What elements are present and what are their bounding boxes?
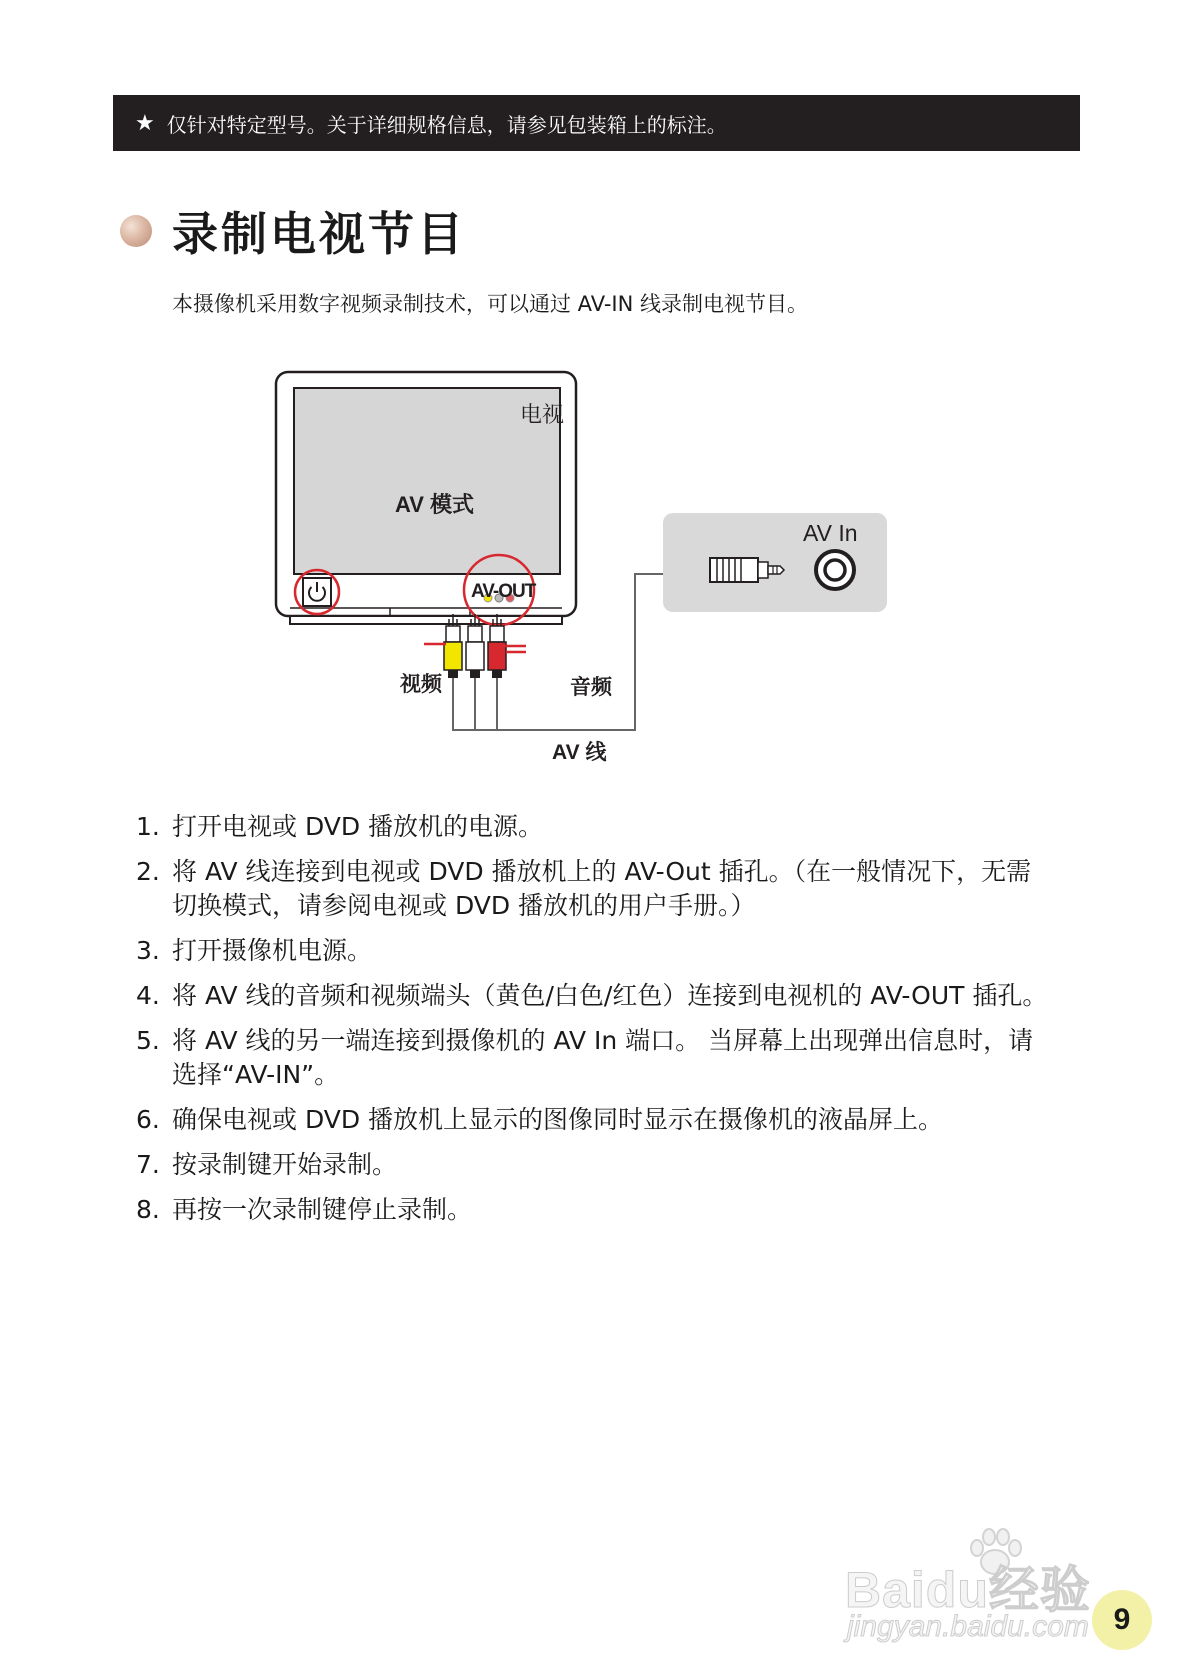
av-in-label: AV In: [803, 520, 858, 546]
av-out-label: AV-OUT: [471, 581, 536, 602]
page-number: 9: [1092, 1590, 1152, 1650]
step-item: 4. 将 AV 线的音频和视频端头（黄色/白色/红色）连接到电视机的 AV-OUT 插孔。: [136, 981, 1048, 1010]
step-item: 1. 打开电视或 DVD 播放机的电源。: [136, 812, 544, 841]
step-item: 8. 再按一次录制键停止录制。: [136, 1195, 473, 1224]
model-notice-banner: [113, 95, 1080, 151]
section-title: 录制电视节目: [172, 207, 466, 261]
connection-diagram-graphic: [270, 368, 910, 778]
section-heading: [120, 198, 466, 264]
section-intro: 本摄像机采用数字视频录制技术，可以通过 AV-IN 线录制电视节目。: [172, 292, 808, 316]
model-notice-text: 仅针对特定型号。关于详细规格信息，请参见包装箱上的标注。: [166, 112, 727, 137]
connection-diagram: [270, 368, 910, 778]
av-cable-label: AV 线: [552, 741, 607, 764]
instruction-steps: [136, 810, 1056, 1238]
watermark-logo: Baidu经验: [845, 1562, 1091, 1618]
step-item: 5. 将 AV 线的另一端连接到摄像机的 AV In 端口。 当屏幕上出现弹出信息时，请选择“AV-IN”。: [136, 1026, 1034, 1089]
video-label: 视频: [400, 673, 442, 696]
watermark-url: jingyan.baidu.com: [847, 1610, 1089, 1643]
audio-label: 音频: [570, 676, 612, 699]
step-item: 6. 确保电视或 DVD 播放机上显示的图像同时显示在摄像机的液晶屏上。: [136, 1105, 944, 1134]
star-icon: ★: [135, 110, 155, 136]
baidu-watermark: [845, 1528, 1125, 1648]
heading-bullet-icon: [120, 215, 152, 247]
av-mode-label: AV 模式: [395, 492, 475, 517]
step-item: 2. 将 AV 线连接到电视或 DVD 播放机上的 AV-Out 插孔。（在一般情况下，无需切换模式，请参阅电视或 DVD 播放机的用户手册。）: [136, 857, 1032, 920]
step-item: 3. 打开摄像机电源。: [136, 936, 373, 965]
step-item: 7. 按录制键开始录制。: [136, 1150, 398, 1179]
rca-plugs: [444, 614, 506, 678]
tv-label: 电视: [520, 402, 565, 427]
